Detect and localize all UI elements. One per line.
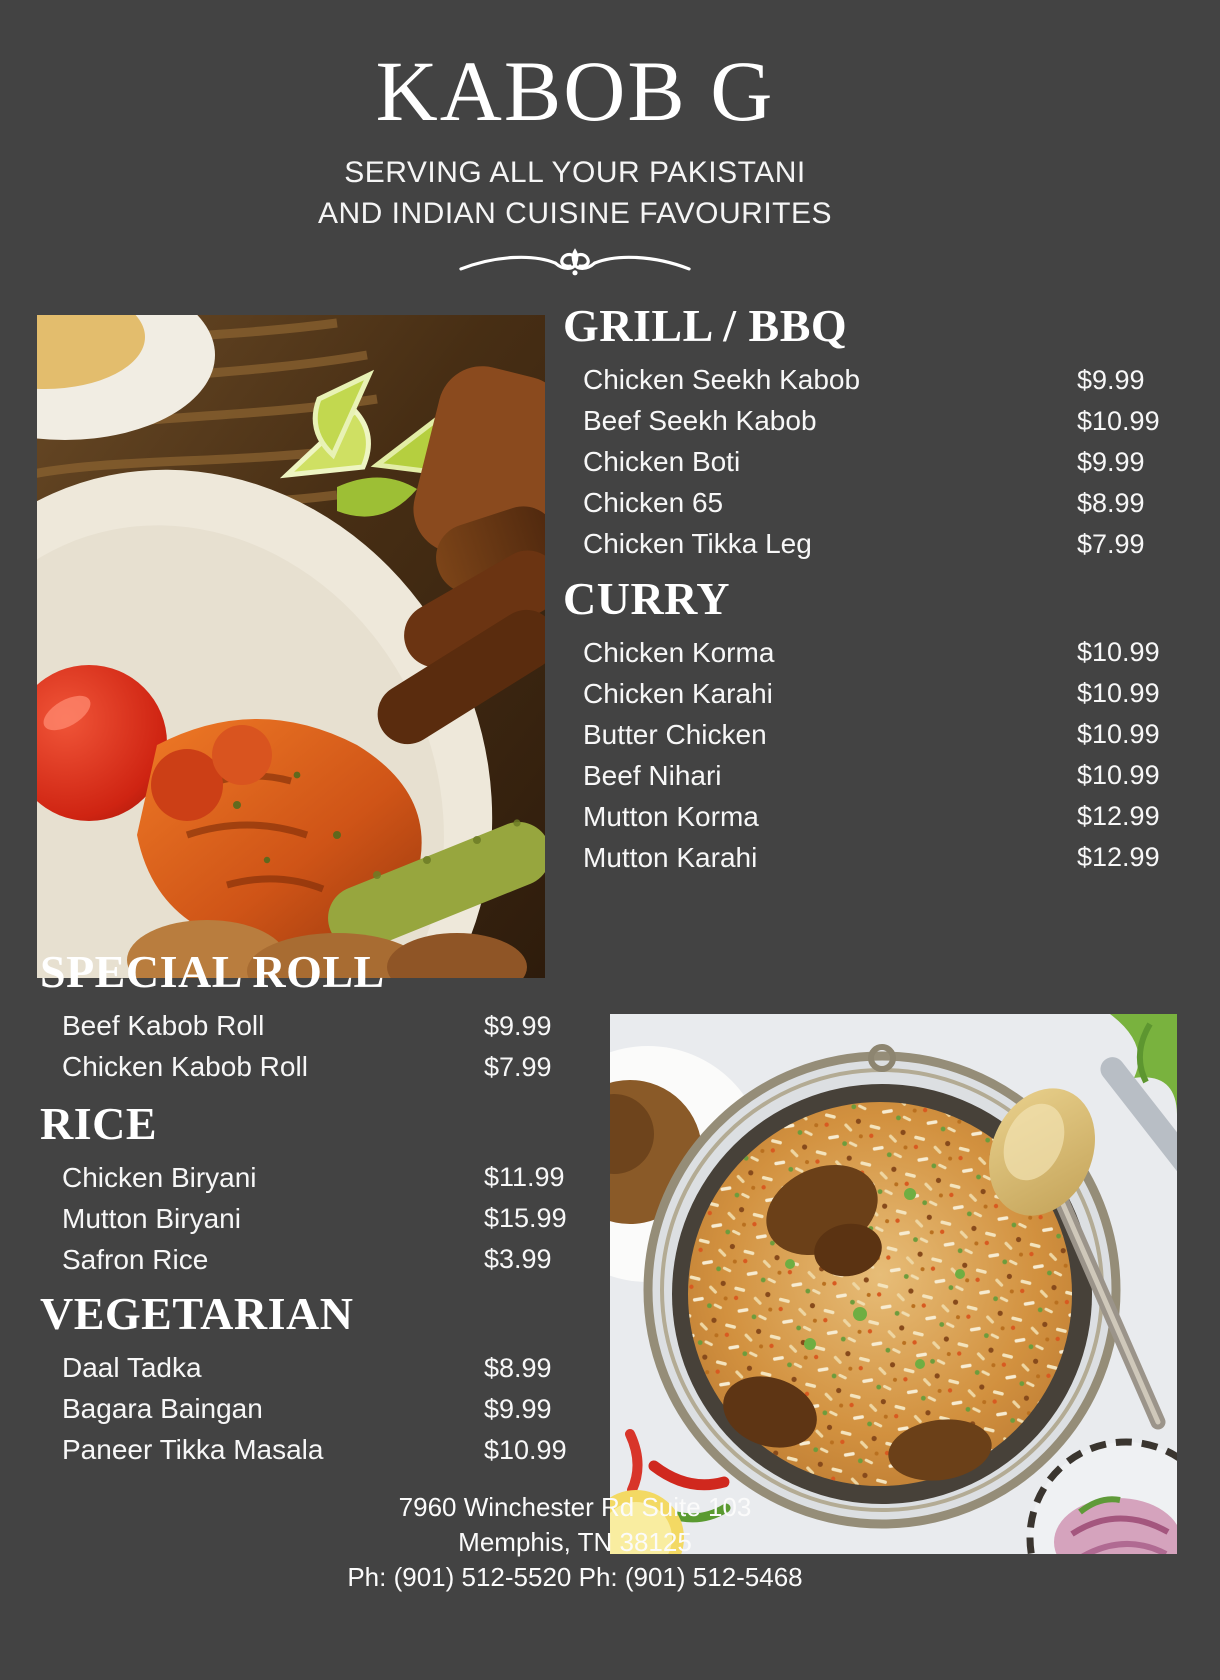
item-price: $9.99 [1077, 446, 1145, 477]
right-menu-column [563, 300, 1163, 878]
menu-item-row [62, 1006, 560, 1047]
menu-item-row [583, 837, 1163, 878]
special-roll-items [62, 1006, 560, 1088]
item-price: $9.99 [1077, 364, 1145, 395]
restaurant-title: KABOB G [375, 43, 775, 139]
item-name: Mutton Korma [583, 800, 759, 832]
item-price: $10.99 [1077, 405, 1160, 436]
item-name: Paneer Tikka Masala [62, 1434, 324, 1466]
item-name: Chicken Korma [583, 636, 775, 668]
item-price: $10.99 [1077, 678, 1160, 709]
item-name: Beef Kabob Roll [62, 1010, 265, 1042]
tagline-line2: AND INDIAN CUISINE FAVOURITES [317, 197, 832, 230]
footer-address-line2: Memphis, TN 38125 [458, 1527, 692, 1557]
item-name: Chicken Karahi [583, 677, 773, 709]
section-title-curry: CURRY [563, 572, 730, 624]
item-price: $8.99 [1077, 487, 1145, 518]
menu-item-row [583, 755, 1163, 796]
menu-item-row [583, 796, 1163, 837]
item-name: Mutton Karahi [583, 841, 758, 873]
grill-platter-illustration [37, 315, 545, 978]
item-price: $15.99 [484, 1203, 567, 1234]
flourish-divider [0, 242, 1150, 293]
biryani-illustration [610, 1014, 1177, 1554]
menu-item-row [583, 632, 1163, 673]
section-title-rice: RICE [40, 1097, 158, 1149]
rice-items [62, 1157, 567, 1280]
biryani-plate-photo [610, 1014, 1177, 1554]
item-price: $10.99 [1077, 637, 1160, 668]
item-name: Daal Tadka [62, 1352, 202, 1384]
section-title-grill-bbq: GRILL / BBQ [563, 300, 848, 351]
item-price: $10.99 [1077, 760, 1160, 791]
menu-item-row [583, 360, 1163, 401]
item-name: Bagara Baingan [62, 1393, 263, 1425]
menu-item-row [62, 1198, 567, 1239]
menu-item-row [583, 714, 1163, 755]
header [0, 43, 1150, 293]
footer [0, 1490, 1150, 1595]
tagline [0, 152, 1150, 234]
item-price: $11.99 [484, 1162, 565, 1193]
item-name: Chicken Seekh Kabob [583, 364, 861, 396]
item-price: $12.99 [1077, 801, 1160, 832]
item-name: Butter Chicken [583, 718, 767, 750]
menu-item-row [62, 1239, 560, 1280]
menu-item-row [62, 1389, 560, 1430]
section-title-vegetarian: VEGETARIAN [40, 1288, 354, 1340]
menu-item-row [583, 483, 1163, 524]
menu-item-row [583, 442, 1163, 483]
item-price: $9.99 [484, 1393, 552, 1424]
item-price: $12.99 [1077, 842, 1160, 873]
item-price: $8.99 [484, 1352, 552, 1383]
menu-item-row [583, 401, 1163, 442]
footer-phone-line: Ph: (901) 512-5520 Ph: (901) 512-5468 [347, 1562, 803, 1592]
menu-item-row [583, 673, 1163, 714]
left-menu-column [40, 946, 567, 1471]
item-name: Beef Nihari [583, 759, 722, 791]
tagline-line1: SERVING ALL YOUR PAKISTANI [344, 156, 806, 189]
curry-items [583, 632, 1163, 878]
section-title-special-roll: SPECIAL ROLL [40, 946, 385, 997]
item-price: $10.99 [484, 1434, 567, 1465]
item-name: Chicken 65 [583, 487, 724, 519]
item-price: $7.99 [484, 1051, 552, 1082]
menu-item-row [62, 1430, 567, 1471]
item-name: Chicken Kabob Roll [62, 1051, 308, 1083]
footer-address-line1: 7960 Winchester Rd Suite 103 [398, 1492, 752, 1522]
flourish-icon [457, 242, 693, 288]
item-name: Chicken Biryani [62, 1161, 257, 1193]
grill-items [583, 360, 1163, 565]
item-name: Safron Rice [62, 1243, 209, 1275]
item-name: Mutton Biryani [62, 1202, 241, 1234]
item-name: Beef Seekh Kabob [583, 405, 817, 437]
item-price: $10.99 [1077, 719, 1160, 750]
item-name: Chicken Tikka Leg [583, 528, 812, 560]
menu-item-row [583, 524, 1163, 565]
item-price: $9.99 [484, 1010, 552, 1041]
item-name: Chicken Boti [583, 446, 741, 478]
menu-item-row [62, 1157, 565, 1198]
grill-platter-photo [37, 315, 545, 978]
vegetarian-items [62, 1348, 567, 1471]
item-price: $3.99 [484, 1244, 552, 1275]
menu-item-row [62, 1047, 560, 1088]
menu-item-row [62, 1348, 560, 1389]
item-price: $7.99 [1077, 528, 1145, 559]
